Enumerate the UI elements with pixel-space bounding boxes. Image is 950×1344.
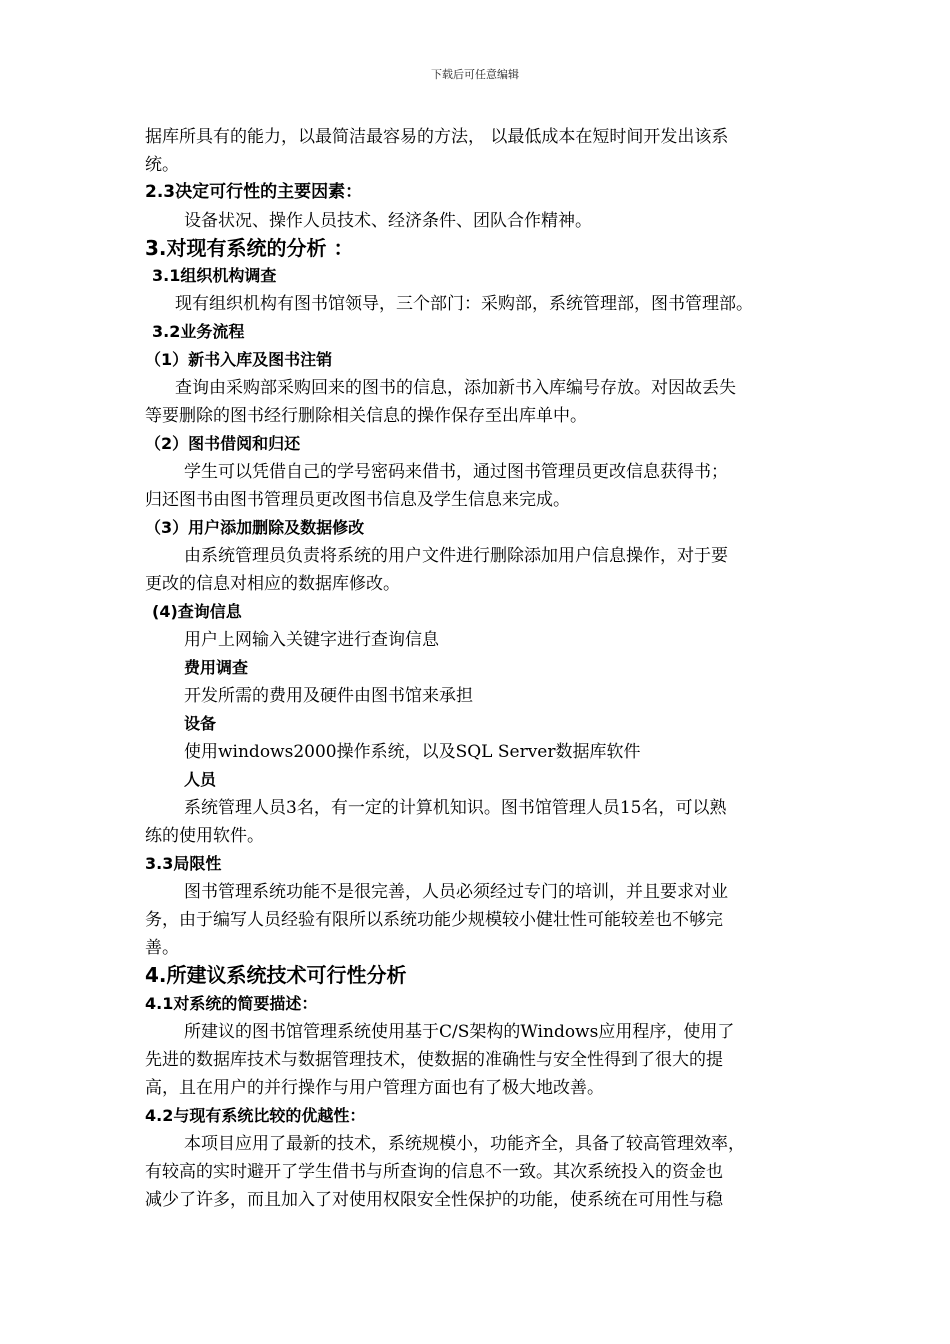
body-line: 本项目应用了最新的技术，系统规模小，功能齐全，具备了较高管理效率，	[184, 1134, 745, 1154]
minor-heading-equipment: 设备	[184, 714, 217, 733]
body-line: 设备状况、操作人员技术、经济条件、团队合作精神。	[184, 211, 592, 231]
item-heading-2: （2）图书借阅和归还	[145, 434, 301, 453]
body-line: 更改的信息对相应的数据库修改。	[145, 574, 400, 594]
page-header-note: 下载后可任意编辑	[431, 68, 519, 81]
body-line: 学生可以凭借自己的学号密码来借书，通过图书管理员更改信息获得书；	[184, 462, 728, 482]
body-line: 善。	[145, 938, 179, 958]
subsection-heading-4-1: 4.1对系统的简要描述：	[145, 994, 318, 1013]
body-line: 高，且在用户的并行操作与用户管理方面也有了极大地改善。	[145, 1078, 604, 1098]
body-line: 务，由于编写人员经验有限所以系统功能少规模较小健壮性可能较差也不够完	[145, 910, 723, 930]
subsection-heading-3-1: 3.1组织机构调查	[152, 266, 277, 285]
body-line: 使用windows2000操作系统，以及SQL Server数据库软件	[184, 742, 641, 762]
body-line: 所建议的图书馆管理系统使用基于C/S架构的Windows应用程序，使用了	[184, 1022, 735, 1042]
subsection-heading-4-2: 4.2与现有系统比较的优越性：	[145, 1106, 366, 1125]
body-line: 由系统管理员负责将系统的用户文件进行删除添加用户信息操作，对于要	[184, 546, 728, 566]
body-line: 查询由采购部采购回来的图书的信息，添加新书入库编号存放。对因故丢失	[175, 378, 736, 398]
body-line: 据库所具有的能力，以最简洁最容易的方法， 以最低成本在短时间开发出该系	[145, 127, 729, 147]
body-line: 等要删除的图书经行删除相关信息的操作保存至出库单中。	[145, 406, 587, 426]
body-line: 现有组织机构有图书馆领导，三个部门：采购部，系统管理部，图书管理部。	[175, 294, 753, 314]
body-line: 图书管理系统功能不是很完善，人员必须经过专门的培训，并且要求对业	[184, 882, 728, 902]
body-line: 开发所需的费用及硬件由图书馆来承担	[184, 686, 473, 706]
item-heading-4: (4)查询信息	[152, 602, 242, 621]
item-heading-1: （1）新书入库及图书注销	[145, 350, 333, 369]
body-line: 统。	[145, 155, 179, 175]
body-line: 练的使用软件。	[145, 826, 264, 846]
body-line: 减少了许多，而且加入了对使用权限安全性保护的功能，使系统在可用性与稳	[145, 1190, 723, 1210]
minor-heading-cost: 费用调查	[184, 658, 249, 677]
section-heading-2-3: 2.3决定可行性的主要因素：	[145, 182, 363, 202]
body-line: 用户上网输入关键字进行查询信息	[184, 630, 439, 650]
subsection-heading-3-2: 3.2业务流程	[152, 322, 245, 341]
subsection-heading-3-3: 3.3局限性	[145, 854, 222, 873]
minor-heading-personnel: 人员	[184, 770, 217, 789]
body-line: 系统管理人员3名，有一定的计算机知识。图书馆管理人员15名，可以熟	[184, 798, 727, 818]
item-heading-3: （3）用户添加删除及数据修改	[145, 518, 365, 537]
body-line: 归还图书由图书管理员更改图书信息及学生信息来完成。	[145, 490, 570, 510]
body-line: 先进的数据库技术与数据管理技术，使数据的准确性与安全性得到了很大的提	[145, 1050, 723, 1070]
body-line: 有较高的实时避开了学生借书与所查询的信息不一致。其次系统投入的资金也	[145, 1162, 723, 1182]
section-heading-4: 4.所建议系统技术可行性分析	[145, 963, 407, 987]
section-heading-3: 3.对现有系统的分析 ：	[145, 236, 354, 260]
